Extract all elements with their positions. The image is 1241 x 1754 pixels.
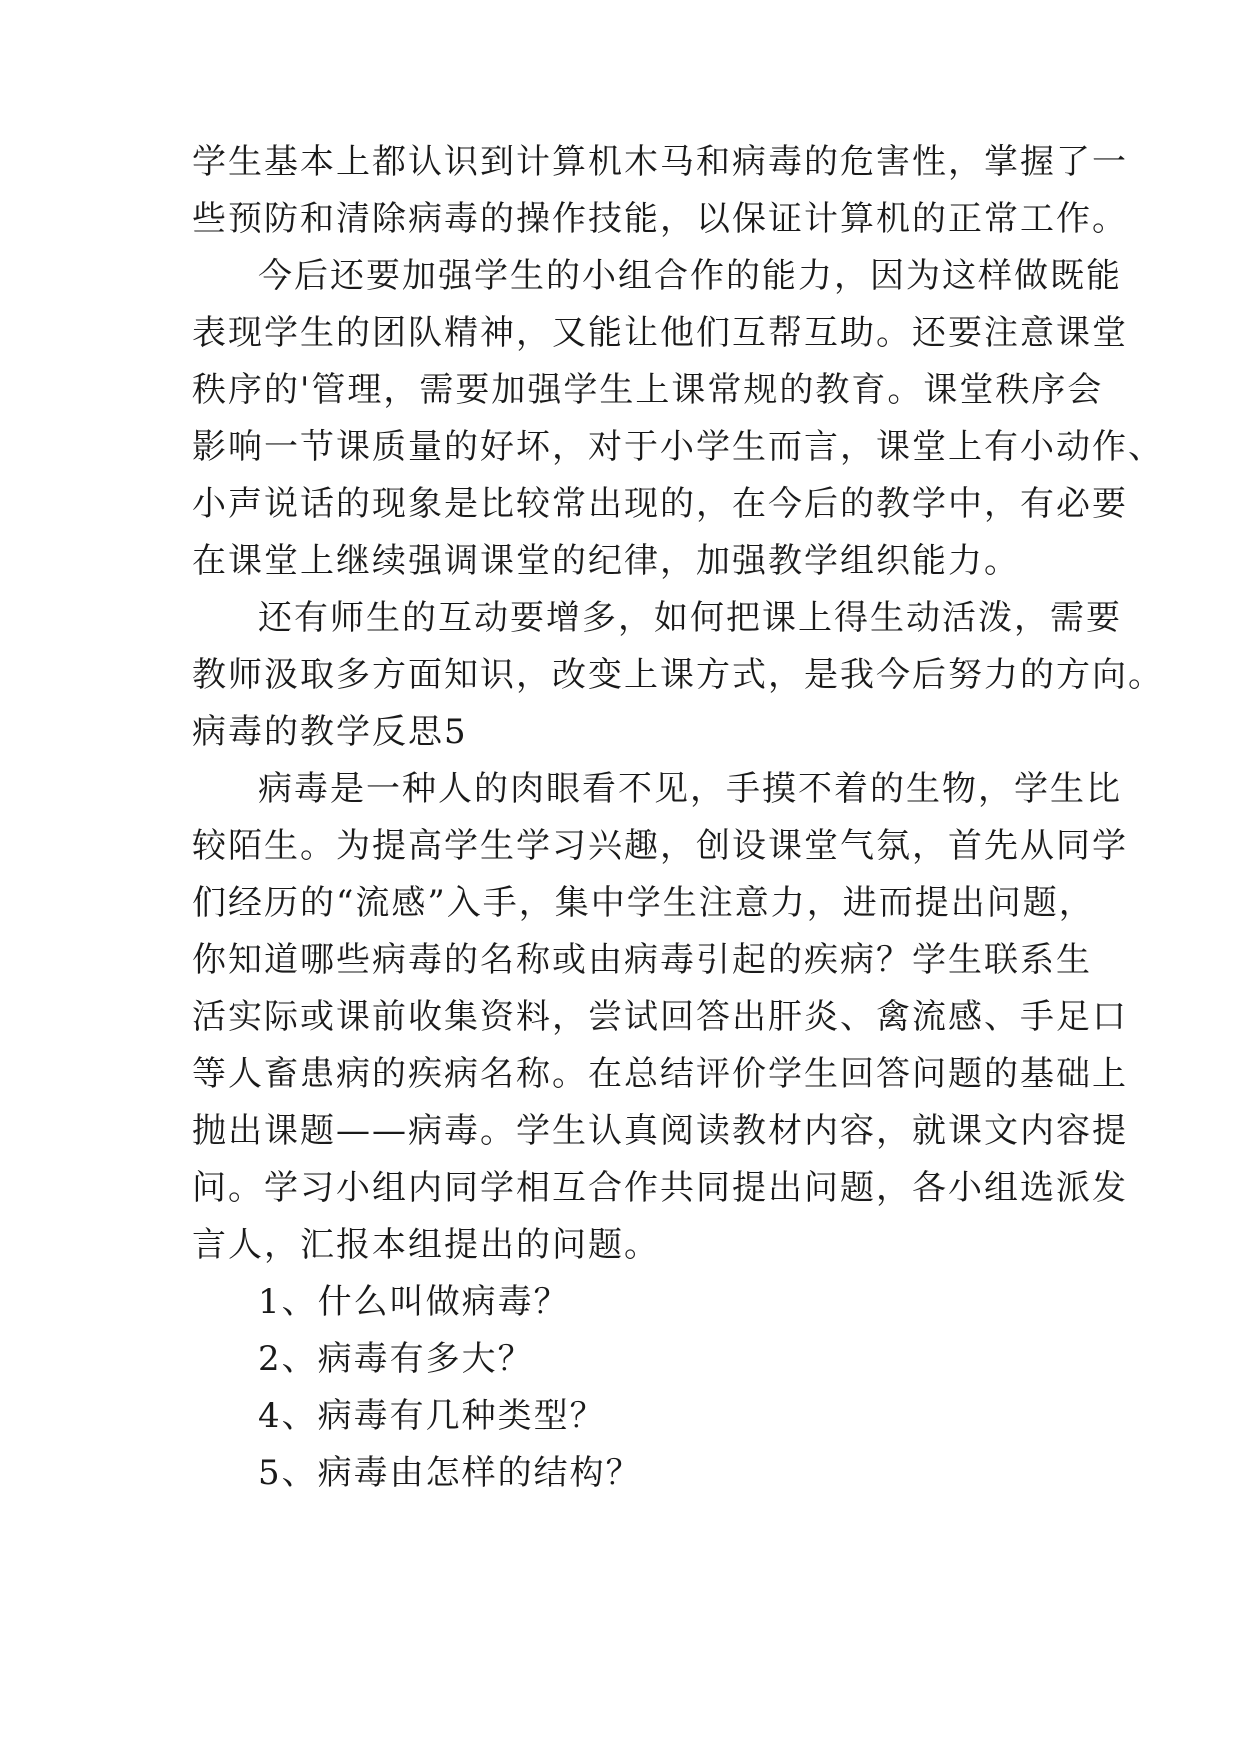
text-line: 秩序的'管理，需要加强学生上课常规的教育。课堂秩序会	[192, 370, 1104, 410]
text-line: 们经历的“流感”入手，集中学生注意力，进而提出问题，	[192, 883, 1095, 923]
text-line: 较陌生。为提高学生学习兴趣，创设课堂气氛，首先从同学	[192, 826, 1128, 866]
text-line: 小声说话的现象是比较常出现的，在今后的教学中，有必要	[192, 484, 1128, 524]
text-line: 些预防和清除病毒的操作技能，以保证计算机的正常工作。	[192, 199, 1128, 239]
paragraph-start: 病毒是一种人的肉眼看不见，手摸不着的生物，学生比	[258, 769, 1122, 809]
section-heading: 病毒的教学反思5	[192, 712, 468, 752]
text-line: 学生基本上都认识到计算机木马和病毒的危害性，掌握了一	[192, 142, 1128, 182]
list-item: 5、病毒由怎样的结构？	[258, 1453, 642, 1493]
text-line: 问。学习小组内同学相互合作共同提出问题，各小组选派发	[192, 1168, 1128, 1208]
text-line: 言人，汇报本组提出的问题。	[192, 1225, 660, 1265]
list-item: 1、什么叫做病毒？	[258, 1282, 570, 1322]
text-line: 抛出课题——病毒。学生认真阅读教材内容，就课文内容提	[192, 1111, 1128, 1151]
text-line: 在课堂上继续强调课堂的纪律，加强教学组织能力。	[192, 541, 1020, 581]
text-line: 教师汲取多方面知识，改变上课方式，是我今后努力的方向。	[192, 655, 1164, 695]
list-item: 2、病毒有多大？	[258, 1339, 534, 1379]
list-item: 4、病毒有几种类型？	[258, 1396, 606, 1436]
paragraph-start: 还有师生的互动要增多，如何把课上得生动活泼，需要	[258, 598, 1122, 638]
text-line: 等人畜患病的疾病名称。在总结评价学生回答问题的基础上	[192, 1054, 1128, 1094]
paragraph-start: 今后还要加强学生的小组合作的能力，因为这样做既能	[258, 256, 1122, 296]
text-line: 影响一节课质量的好坏，对于小学生而言，课堂上有小动作、	[192, 427, 1164, 467]
text-line: 表现学生的团队精神，又能让他们互帮互助。还要注意课堂	[192, 313, 1128, 353]
text-line: 你知道哪些病毒的名称或由病毒引起的疾病？学生联系生	[192, 940, 1092, 980]
text-line: 活实际或课前收集资料，尝试回答出肝炎、禽流感、手足口	[192, 997, 1128, 1037]
